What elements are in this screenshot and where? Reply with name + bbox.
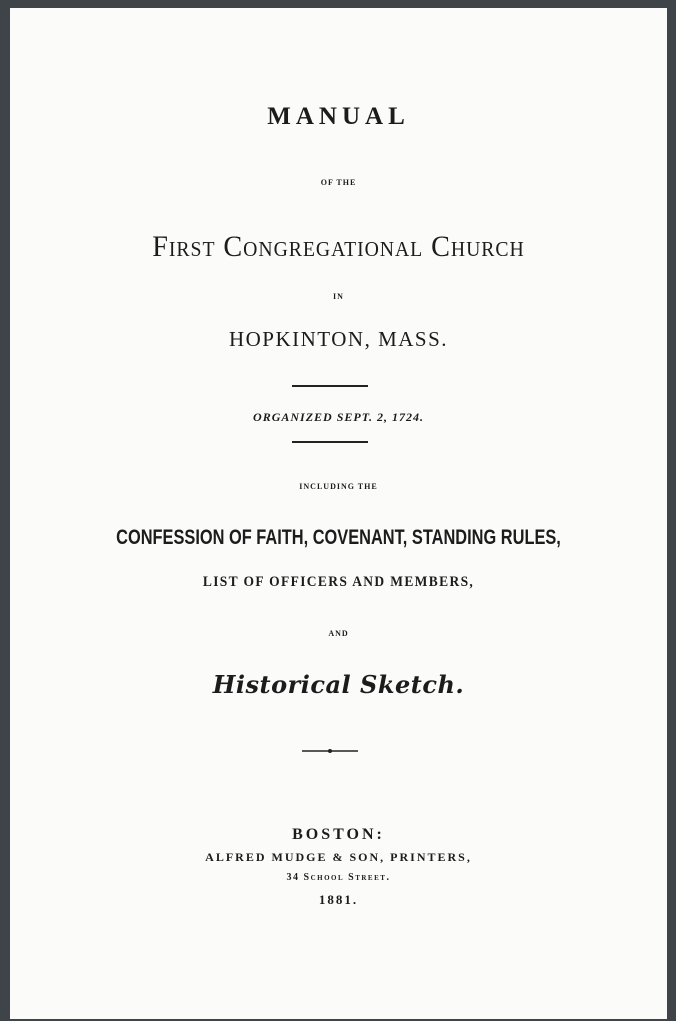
title-page bbox=[10, 8, 667, 1019]
divider-rule-bottom bbox=[292, 441, 368, 443]
ornament-divider-icon bbox=[302, 749, 358, 753]
town-name: HOPKINTON, MASS. bbox=[228, 327, 449, 351]
imprint-year: 1881. bbox=[318, 892, 359, 907]
historical-sketch: Historical Sketch. bbox=[212, 670, 465, 699]
of-the-label: OF THE bbox=[320, 178, 357, 187]
imprint-printer: ALFRED MUDGE & SON, PRINTERS, bbox=[205, 850, 472, 864]
divider-rule-top bbox=[292, 385, 368, 387]
and-label: AND bbox=[328, 629, 349, 638]
contents-line-2: LIST OF OFFICERS AND MEMBERS, bbox=[202, 574, 475, 590]
imprint-city: BOSTON: bbox=[292, 826, 385, 843]
imprint-address: 34 School Street. bbox=[286, 872, 391, 883]
book-title: MANUAL bbox=[267, 103, 410, 130]
organized-date: ORGANIZED SEPT. 2, 1724. bbox=[253, 410, 424, 424]
church-name: First Congregational Church bbox=[152, 230, 525, 263]
including-the-label: INCLUDING THE bbox=[299, 482, 378, 491]
contents-line-1: CONFESSION OF FAITH, COVENANT, STANDING RULES, bbox=[116, 526, 561, 549]
in-label: IN bbox=[333, 292, 344, 301]
